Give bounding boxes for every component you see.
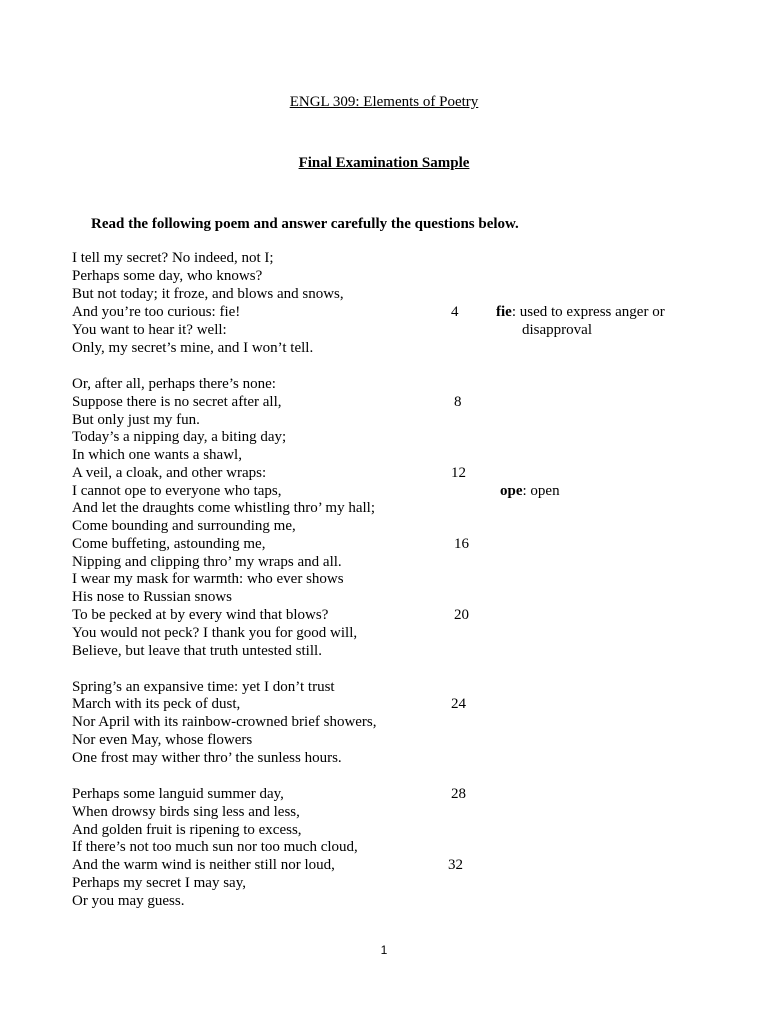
gloss-fie <box>496 303 665 321</box>
poem-line: I tell my secret? No indeed, not I; <box>72 250 274 266</box>
instructions: Read the following poem and answer carefully the questions below. <box>91 216 519 232</box>
poem-line: But only just my fun. <box>72 412 200 428</box>
poem-line: When drowsy birds sing less and less, <box>72 804 300 820</box>
poem-line: And the warm wind is neither still nor loud, <box>72 857 335 873</box>
poem-line: I wear my mask for warmth: who ever shows <box>72 571 344 587</box>
poem-line: Today’s a nipping day, a biting day; <box>72 429 287 445</box>
gloss-ope <box>500 482 560 500</box>
poem-line: Spring’s an expansive time: yet I don’t trust <box>72 679 335 695</box>
poem-line: And let the draughts come whistling thro’ my hall; <box>72 500 376 516</box>
poem-line: One frost may wither thro’ the sunless hours. <box>72 750 342 766</box>
poem-line: Nor even May, whose flowers <box>72 732 253 748</box>
poem-line: If there’s not too much sun nor too much cloud, <box>72 839 358 855</box>
poem-line: Nipping and clipping thro’ my wraps and all. <box>72 554 342 570</box>
poem-line: Come bounding and surrounding me, <box>72 518 296 534</box>
gloss-definition: : used to express anger or <box>511 304 665 320</box>
poem-line: I cannot ope to everyone who taps, <box>72 483 282 499</box>
poem-line: His nose to Russian snows <box>72 589 233 605</box>
gloss-term: fie <box>496 304 512 320</box>
poem-line: Or you may guess. <box>72 893 185 909</box>
poem-line: Perhaps my secret I may say, <box>72 875 246 891</box>
line-number: 24 <box>451 696 466 712</box>
line-number: 28 <box>451 786 466 802</box>
exam-title: Final Examination Sample <box>298 155 470 171</box>
poem-line: Perhaps some languid summer day, <box>72 786 284 802</box>
course-title: ENGL 309: Elements of Poetry <box>289 94 479 110</box>
poem-line: Believe, but leave that truth untested still. <box>72 643 322 659</box>
poem-line: And golden fruit is ripening to excess, <box>72 822 302 838</box>
page-number: 1 <box>380 943 388 957</box>
poem-line: In which one wants a shawl, <box>72 447 242 463</box>
poem-line: March with its peck of dust, <box>72 696 241 712</box>
line-number: 8 <box>454 394 462 410</box>
gloss-definition: : open <box>522 483 560 499</box>
poem-line: Or, after all, perhaps there’s none: <box>72 376 276 392</box>
poem-line: You want to hear it? well: <box>72 322 227 338</box>
poem-line: But not today; it froze, and blows and snows, <box>72 286 344 302</box>
poem-line: You would not peck? I thank you for good will, <box>72 625 358 641</box>
poem-line: Come buffeting, astounding me, <box>72 536 266 552</box>
gloss-fie-continuation: disapproval <box>522 322 592 338</box>
poem-line: Only, my secret’s mine, and I won’t tell. <box>72 340 314 356</box>
poem-line: Nor April with its rainbow-crowned brief showers, <box>72 714 377 730</box>
line-number: 12 <box>451 465 466 481</box>
gloss-term: ope <box>500 483 523 499</box>
poem-line: Suppose there is no secret after all, <box>72 394 282 410</box>
poem-line: To be pecked at by every wind that blows? <box>72 607 329 623</box>
poem-line: A veil, a cloak, and other wraps: <box>72 465 267 481</box>
poem-line: And you’re too curious: fie! <box>72 304 241 320</box>
line-number: 20 <box>454 607 469 623</box>
line-number: 16 <box>454 536 469 552</box>
line-number: 4 <box>451 304 459 320</box>
line-number: 32 <box>448 857 463 873</box>
poem-line: Perhaps some day, who knows? <box>72 268 263 284</box>
